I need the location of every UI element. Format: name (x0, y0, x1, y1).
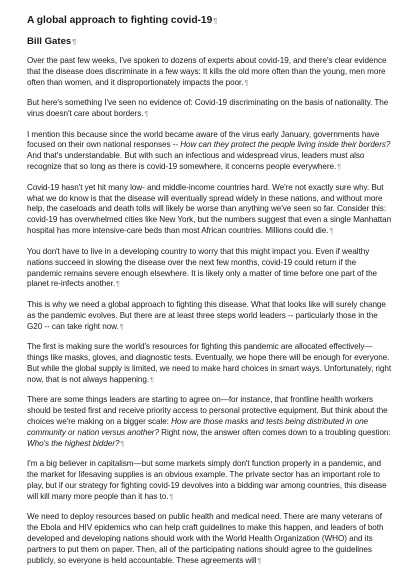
italic-text-run: How are those masks and tests being distributed in one community or nation versus another? (27, 416, 369, 437)
body-paragraph (27, 300, 392, 334)
document-title (27, 14, 392, 28)
paragraph-mark-icon: ¶ (244, 79, 249, 87)
paragraph-mark-icon: ¶ (150, 376, 154, 384)
paragraph-mark-icon: ¶ (169, 493, 174, 501)
text-run: I'm a big believer in capitalism—but some markets simply don't function properly in a pandemic, and the market for lifesaving supplies is an obvious example. The private sector has an important role to play, but if our strategy for fighting covid-19 devolves into a bidding war among countries, this disease will kill many more people than it has to. (27, 459, 387, 501)
italic-text-run: How can they protect the people living inside their borders? (180, 140, 391, 150)
text-run: This is why we need a global approach to fighting this disease. What that looks like will surely change as the pandemic evolves. But there are at least three steps world leaders -- particularly those in the G20 -- can take right now. (27, 299, 386, 331)
text-run: Right now, the answer often comes down to a troubling question: (158, 427, 391, 437)
text-run: You don't have to live in a developing country to worry that this might impact you. Even if wealthy nations succeed in slowing the disease over the next few months, covid-19 could return if the pandemic remains severe enough elsewhere. It is likely only a matter of time before one part of the planet re-infects another. (27, 246, 378, 289)
paragraph-mark-icon: ¶ (72, 39, 77, 46)
body-paragraph (27, 130, 392, 175)
text-run: We need to deploy resources based on public health and medical need. There are many veterans of the Ebola and HIV epidemics who can help craft guidelines to make this happen, and leaders of both developed and developing nations should work with the World Health Organization (WHO) and its partners to put them on paper. Then, all of the participating nations should agree to the guidelines publicly, so everyone is held accountable. These agreements will (27, 512, 384, 565)
body-paragraph (27, 56, 392, 90)
text-run: I mention this because since the world became aware of the virus early January, governments have focused on their own national responses -- (27, 129, 380, 150)
paragraph-mark-icon: ¶ (337, 164, 341, 172)
text-run: Over the past few weeks, I've spoken to dozens of experts about covid-19, and there's clear evidence that the disease does discriminate in a few ways: It kills the old more often than the young, men more often than women, and it disproportionately impacts the poor. (27, 56, 387, 87)
author-name-text: Bill Gates (27, 36, 72, 47)
paragraph-mark-icon: ¶ (116, 281, 120, 289)
text-run: The first is making sure the world's resources for fighting this pandemic are allocated effectively—things like masks, gloves, and diagnostic tests. Eventually, we hope there will be enough for everyone. But while the global supply is limited, we need to make hard choices in smart ways. Unfortunately, right now, that is not always happening. (27, 342, 392, 384)
paragraph-mark-icon: ¶ (257, 557, 262, 565)
text-run: And that's understandable. But with such an infectious and widespread virus, leaders must also recognize that so long as there is covid-19 somewhere, it concerns people everywhere. (27, 151, 365, 172)
paragraph-mark-icon: ¶ (329, 228, 334, 236)
document-body (27, 56, 392, 568)
paragraph-mark-icon: ¶ (213, 18, 218, 25)
body-paragraph (27, 98, 392, 121)
body-paragraph (27, 512, 392, 568)
body-paragraph (27, 247, 392, 292)
author-name (27, 36, 392, 49)
text-run: There are some things leaders are starting to agree on—for instance, that frontline health workers should be tested first and receive priority access to personal protective equipment. But think about the choices we're making on a bigger scale: (27, 395, 388, 426)
body-paragraph (27, 183, 392, 239)
body-paragraph (27, 342, 392, 387)
document-title-text: A global approach to fighting covid-19 (27, 15, 213, 26)
body-paragraph (27, 459, 392, 504)
paragraph-mark-icon: ¶ (119, 323, 124, 331)
paragraph-mark-icon: ¶ (120, 440, 125, 448)
paragraph-mark-icon: ¶ (144, 111, 149, 119)
text-run: But here's something I've seen no evidence of: Covid-19 discriminating on the basis of nationality. The virus doesn't care about borders. (27, 98, 389, 119)
italic-text-run: Who's the highest bidder? (27, 438, 120, 448)
body-paragraph (27, 395, 392, 451)
text-run: Covid-19 hasn't yet hit many low- and middle-income countries hard. We're not exactly sure why. But what we do know is that the disease will eventually spread widely in these nations, and without more help, the caseloads and death tolls will likely be worse than anything we've seen so far. Consider this: covid-19 has overwhelmed cities like New York, but the numbers suggest that even a single Manhattan hospital has more intensive-care beds than most African countries. Millions could die. (27, 182, 392, 236)
